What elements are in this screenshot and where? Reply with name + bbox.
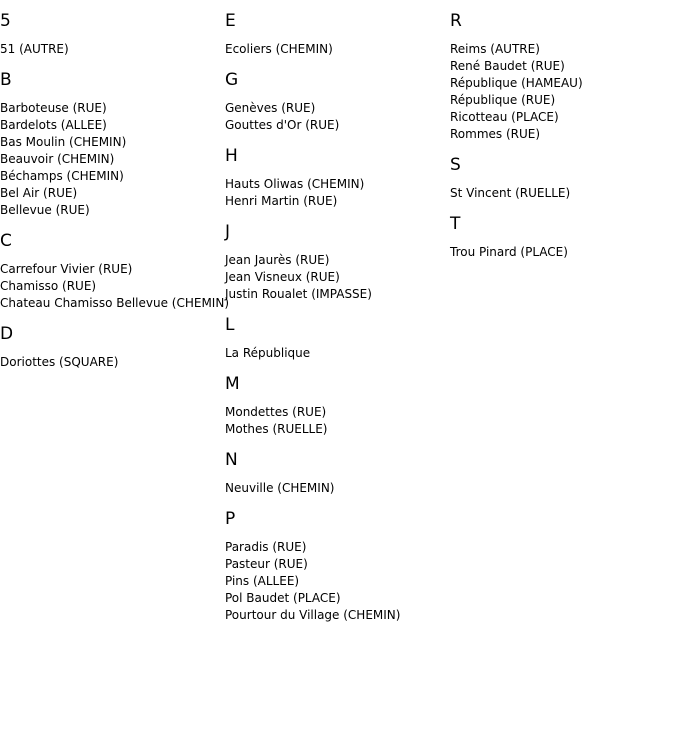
street-link[interactable]: Pol Baudet (PLACE) [225,591,341,605]
street-link[interactable]: Trou Pinard (PLACE) [450,245,568,259]
street-list [225,539,450,624]
street-link[interactable]: Pasteur (RUE) [225,557,308,571]
street-link[interactable]: Chamisso (RUE) [0,279,97,293]
street-link[interactable]: Paradis (RUE) [225,540,307,554]
street-link[interactable]: Bellevue (RUE) [0,203,90,217]
street-link[interactable]: Ricotteau (PLACE) [450,110,559,124]
street-link[interactable]: René Baudet (RUE) [450,59,565,73]
street-link[interactable]: Carrefour Vivier (RUE) [0,262,133,276]
letter-heading: H [225,146,238,166]
street-link[interactable]: République (RUE) [450,93,556,107]
index-column-2 [225,10,450,635]
letter-group [225,10,450,58]
letter-group [225,221,450,303]
letter-heading: B [0,70,12,90]
street-link[interactable]: La République [225,346,311,360]
letter-heading: G [225,70,239,90]
letter-heading: P [225,509,236,529]
letter-group [0,323,225,371]
letter-heading: L [225,315,235,335]
letter-group [0,69,225,219]
street-list [225,176,450,210]
letter-heading: N [225,450,238,470]
letter-heading: R [450,11,462,31]
street-link[interactable]: Beauvoir (CHEMIN) [0,152,115,166]
street-link[interactable]: Neuville (CHEMIN) [225,481,335,495]
letter-heading: E [225,11,236,31]
letter-group [0,10,225,58]
street-list [225,480,450,497]
street-link[interactable]: Henri Martin (RUE) [225,194,338,208]
letter-heading: C [0,231,12,251]
street-link[interactable]: Hauts Oliwas (CHEMIN) [225,177,365,191]
street-list [225,345,450,362]
street-list [0,100,225,219]
street-list [450,41,675,143]
street-link[interactable]: Mondettes (RUE) [225,405,327,419]
letter-group [450,154,675,202]
street-link[interactable]: Pins (ALLEE) [225,574,300,588]
street-list [450,185,675,202]
index-column-1 [0,10,230,382]
letter-group [0,230,230,312]
street-link[interactable]: Jean Visneux (RUE) [225,270,340,284]
letter-group [225,314,450,362]
street-list [0,261,230,312]
street-list [450,244,675,261]
letter-group [225,373,450,438]
street-link[interactable]: Bel Air (RUE) [0,186,78,200]
letter-group [225,508,450,624]
letter-group [225,449,450,497]
street-link[interactable]: Chateau Chamisso Bellevue (CHEMIN) [0,296,230,310]
letter-heading: J [225,222,231,242]
street-link[interactable]: Pourtour du Village (CHEMIN) [225,608,401,622]
street-link[interactable]: Mothes (RUELLE) [225,422,328,436]
street-link[interactable]: Béchamps (CHEMIN) [0,169,124,183]
street-link[interactable]: 51 (AUTRE) [0,42,69,56]
letter-group [225,69,450,134]
street-link[interactable]: Reims (AUTRE) [450,42,540,56]
street-link[interactable]: Justin Roualet (IMPASSE) [225,287,372,301]
street-link[interactable]: Genèves (RUE) [225,101,316,115]
street-list [225,41,450,58]
street-link[interactable]: St Vincent (RUELLE) [450,186,571,200]
letter-heading: M [225,374,240,394]
street-link[interactable]: République (HAMEAU) [450,76,583,90]
letter-heading: 5 [0,11,11,31]
street-list [0,41,225,58]
street-list [225,252,450,303]
street-list [225,100,450,134]
street-link[interactable]: Barboteuse (RUE) [0,101,107,115]
letter-heading: D [0,324,14,344]
street-list [0,354,225,371]
street-link[interactable]: Bardelots (ALLEE) [0,118,107,132]
letter-heading: S [450,155,461,175]
street-link[interactable]: Bas Moulin (CHEMIN) [0,135,127,149]
letter-heading: T [450,214,461,234]
street-link[interactable]: Doriottes (SQUARE) [0,355,119,369]
street-link[interactable]: Jean Jaurès (RUE) [225,253,330,267]
letter-group [225,145,450,210]
street-link[interactable]: Ecoliers (CHEMIN) [225,42,333,56]
letter-group [450,10,675,143]
street-link[interactable]: Rommes (RUE) [450,127,541,141]
street-list [225,404,450,438]
index-column-3 [450,10,675,272]
letter-group [450,213,675,261]
street-link[interactable]: Gouttes d'Or (RUE) [225,118,340,132]
